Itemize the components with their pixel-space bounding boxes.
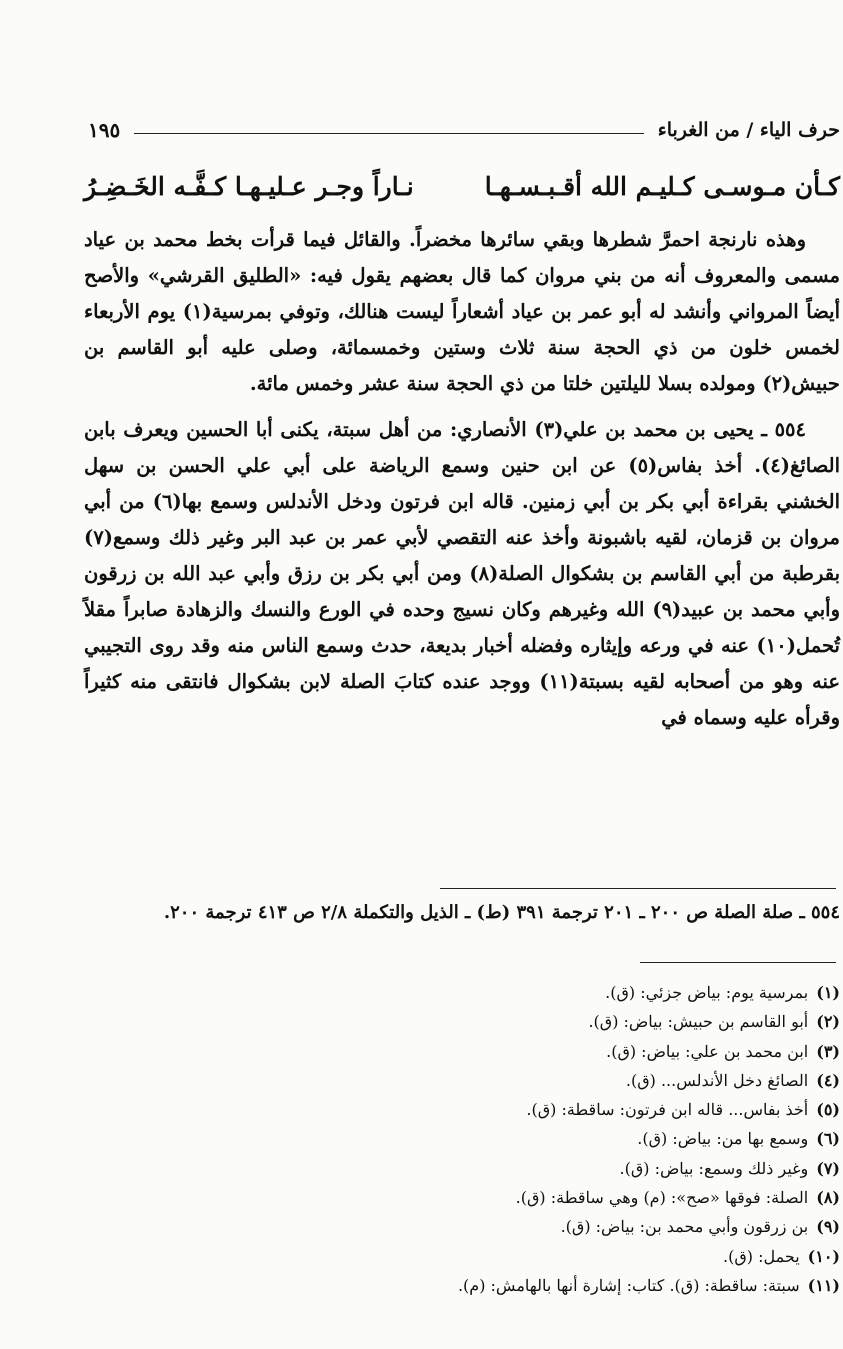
footnote-item [84,1066,840,1095]
footnote-item [84,1124,840,1153]
footnote-number: (٩) [816,1217,840,1237]
verse-hemistich-left: نـاراً وجـر عـليـهـا كـفَّـه الخَـضِـرُ [84,172,414,201]
header-rule [134,133,644,134]
footnote-item [84,978,840,1007]
footnote-text: أبو القاسم بن حبيش: بياض: (ق). [588,1012,809,1032]
footnote-item [84,1037,840,1066]
footnote-text: سبتة: ساقطة: (ق). كتاب: إشارة أنها بالهامش: (م). [457,1275,800,1295]
footnote-item [84,1242,840,1271]
source-divider [440,888,836,889]
footnote-item [84,1271,840,1300]
source-note: ٥٥٤ ـ صلة الصلة ص ٢٠٠ ـ ٢٠١ ترجمة ٣٩١ (ط) ـ الذيل والتكملة ٢/٨ ص ٤١٣ ترجمة ٢٠٠. [163,902,840,923]
footnote-number: (١٠) [807,1246,840,1266]
footnotes-divider [640,962,836,963]
footnote-text: بن زرقون وأبي محمد بن: بياض: (ق). [560,1217,809,1237]
footnote-number: (٤) [816,1070,840,1090]
footnote-number: (١١) [807,1275,840,1295]
footnote-item [84,1212,840,1241]
footnote-text: الصائغ دخل الأندلس... (ق). [625,1070,809,1090]
footnote-number: (٣) [816,1041,840,1061]
header-title: حرف الياء / من الغرباء [657,119,840,141]
main-text [84,222,840,736]
footnote-number: (٢) [816,1012,840,1032]
page-number: ١٩٥ [88,118,121,142]
footnotes-list [84,978,840,1300]
footnote-item [84,1183,840,1212]
verse-hemistich-right: كـأن مـوسـى كـليـم الله أقـبـسـهـا [484,172,840,201]
poem-verse [84,172,840,201]
footnote-text: بمرسية يوم: بياض جزئي: (ق). [605,983,809,1002]
footnote-text: ابن محمد بن علي: بياض: (ق). [606,1041,809,1061]
paragraph-2: ٥٥٤ ـ يحيى بن محمد بن علي(٣) الأنصاري: من أهل سبتة، يكنى أبا الحسين ويعرف بابن الصائغ(٤). أخذ بفاس(٥) عن ابن حنين وسمع الرياضة على أبي علي الحسن بن سهل الخشني بقراءة أبي بكر بن أبي زمنين. قاله ابن فرتون ودخل الأندلس وسمع بها(٦) من أبي مروان بن قزمان، لقيه باشبونة وأخذ عنه التقصي لأبي عمر بن عبد البر وغير ذلك وسمع(٧) بقرطبة من أبي القاسم بن بشكوال الصلة(٨) ومن أبي بكر بن رزق وأبي عبد الله بن زرقون وأبي محمد بن عبيد(٩) الله وغيرهم وكان نسيج وحده في الورع والنسك والزهادة صابراً مقلاً تُحمل(١٠) عنه في ورعه وإيثاره وفضله أخبار بديعة، حدث وسمع الناس منه وقد روى التجيبي عنه وهو من أصحابه لقيه بسبتة(١١) ووجد عنده كتابَ الصلة لابن بشكوال فانتقى منه كثيراً وقرأه عليه وسماه في [84,418,840,729]
footnote-number: (٧) [816,1158,840,1178]
footnote-text: يحمل: (ق). [723,1246,800,1266]
footnote-text: أخذ بفاس... قاله ابن فرتون: ساقطة: (ق). [526,1100,809,1120]
footnote-item [84,1007,840,1036]
footnote-text: الصلة: فوقها «صح»: (م) وهي ساقطة: (ق). [515,1188,809,1208]
footnote-text: وسمع بها من: بياض: (ق). [637,1129,809,1149]
footnote-number: (٨) [816,1188,840,1208]
footnote-text: وغير ذلك وسمع: بياض: (ق). [619,1158,809,1178]
footnote-number: (٥) [816,1100,840,1120]
footnote-item [84,1095,840,1124]
footnote-number: (١) [816,983,840,1002]
footnote-item [84,1154,840,1183]
running-header [88,116,840,144]
footnote-number: (٦) [816,1129,840,1149]
paragraph-1: وهذه نارنجة احمرَّ شطرها وبقي سائرها مخضراً. والقائل فيما قرأت بخط محمد بن عياد مسمى والمعروف أنه من بني مروان كما قال بعضهم يقول فيه: «الطليق القرشي» والأصح أيضاً المرواني وأنشد له أبو عمر بن عياد أشعاراً ليست هنالك، وتوفي بمرسية(١) يوم الأربعاء لخمس خلون من ذي الحجة سنة ثلاث وستين وخمسمائة، وصلى عليه أبو القاسم بن حبيش(٢) ومولده بسلا لليلتين خلتا من ذي الحجة سنة عشر وخمس مائة. [84,228,840,395]
